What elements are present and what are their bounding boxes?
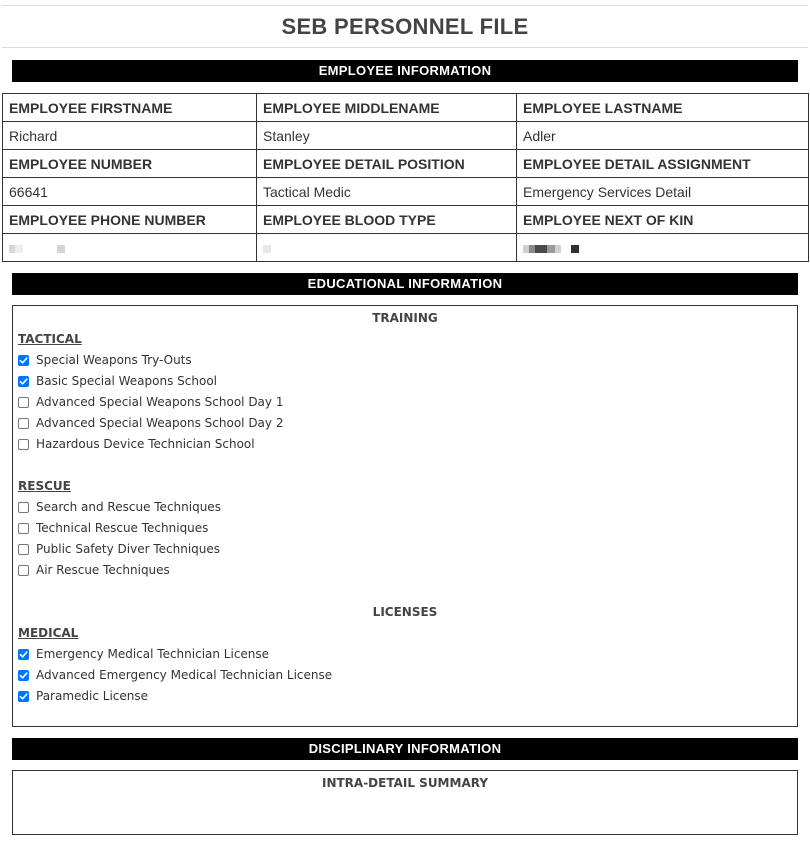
checkmark-icon <box>19 377 28 386</box>
checklist-item-label: Search and Rescue Techniques <box>36 500 221 514</box>
table-row <box>3 234 809 262</box>
checklist-item-label: Advanced Special Weapons School Day 2 <box>36 416 284 430</box>
intra-detail-summary-title: INTRA-DETAIL SUMMARY <box>321 776 489 790</box>
firstname-label: EMPLOYEE FIRSTNAME <box>3 94 257 122</box>
checklist-item-label: Public Safety Diver Techniques <box>36 542 221 556</box>
checkmark-icon <box>19 356 28 365</box>
checklist-item[interactable] <box>18 435 255 453</box>
rescue-category-label: RESCUE <box>18 479 71 493</box>
checklist-item-label: Basic Special Weapons School <box>36 374 218 388</box>
table-row <box>3 94 809 122</box>
checklist-item-label: Advanced Emergency Medical Technician License <box>36 668 333 682</box>
blood-type-label: EMPLOYEE BLOOD TYPE <box>257 206 517 234</box>
checklist-item[interactable] <box>18 372 217 390</box>
checklist-item[interactable] <box>18 561 170 579</box>
checklist-item-label: Advanced Special Weapons School Day 1 <box>36 395 284 409</box>
disciplinary-information-header: DISCIPLINARY INFORMATION <box>12 738 798 760</box>
checklist-item[interactable] <box>18 498 221 516</box>
checklist-item-label: Special Weapons Try-Outs <box>36 353 192 367</box>
phone-number-label: EMPLOYEE PHONE NUMBER <box>3 206 257 234</box>
checkbox-unchecked[interactable] <box>18 502 29 513</box>
detail-assignment-label: EMPLOYEE DETAIL ASSIGNMENT <box>517 150 809 178</box>
checklist-item-label: Air Rescue Techniques <box>36 563 170 577</box>
employee-information-header: EMPLOYEE INFORMATION <box>12 60 798 82</box>
checkbox-unchecked[interactable] <box>18 418 29 429</box>
checklist-item[interactable] <box>18 687 148 705</box>
licenses-title: LICENSES <box>372 605 438 619</box>
checkbox-unchecked[interactable] <box>18 397 29 408</box>
checkbox-checked[interactable] <box>18 691 29 702</box>
detail-position-label: EMPLOYEE DETAIL POSITION <box>257 150 517 178</box>
checklist-item-label: Paramedic License <box>36 689 149 703</box>
detail-position-value: Tactical Medic <box>257 178 517 206</box>
table-row <box>3 150 809 178</box>
checkbox-checked[interactable] <box>18 649 29 660</box>
educational-info-panel <box>12 305 798 727</box>
checkbox-checked[interactable] <box>18 355 29 366</box>
tactical-category-label: TACTICAL <box>18 332 82 346</box>
table-row <box>3 178 809 206</box>
checklist-item[interactable] <box>18 540 220 558</box>
checkbox-unchecked[interactable] <box>18 544 29 555</box>
phone-number-value-redacted <box>3 234 257 262</box>
employee-number-value: 66641 <box>3 178 257 206</box>
checklist-item[interactable] <box>18 519 208 537</box>
detail-assignment-value: Emergency Services Detail <box>517 178 809 206</box>
checklist-item-label: Technical Rescue Techniques <box>36 521 209 535</box>
middlename-value: Stanley <box>257 122 517 150</box>
checkbox-checked[interactable] <box>18 376 29 387</box>
checklist-item[interactable] <box>18 666 332 684</box>
middlename-label: EMPLOYEE MIDDLENAME <box>257 94 517 122</box>
next-of-kin-value-redacted <box>517 234 809 262</box>
checklist-item[interactable] <box>18 351 192 369</box>
page-title: SEB PERSONNEL FILE <box>281 14 529 39</box>
checkbox-checked[interactable] <box>18 670 29 681</box>
disciplinary-info-panel <box>12 770 798 835</box>
next-of-kin-label: EMPLOYEE NEXT OF KIN <box>517 206 809 234</box>
checklist-item-label: Emergency Medical Technician License <box>36 647 270 661</box>
checkmark-icon <box>19 650 28 659</box>
firstname-value: Richard <box>3 122 257 150</box>
employee-info-table <box>2 93 809 262</box>
employee-number-label: EMPLOYEE NUMBER <box>3 150 257 178</box>
checkbox-unchecked[interactable] <box>18 565 29 576</box>
checklist-item-label: Hazardous Device Technician School <box>36 437 255 451</box>
medical-category-label: MEDICAL <box>18 626 79 640</box>
checklist-item[interactable] <box>18 393 283 411</box>
table-row <box>3 206 809 234</box>
checkmark-icon <box>19 671 28 680</box>
page-header <box>2 5 808 48</box>
checklist-item[interactable] <box>18 414 283 432</box>
checkbox-unchecked[interactable] <box>18 439 29 450</box>
educational-information-header: EDUCATIONAL INFORMATION <box>12 273 798 295</box>
checkbox-unchecked[interactable] <box>18 523 29 534</box>
checkmark-icon <box>19 692 28 701</box>
lastname-label: EMPLOYEE LASTNAME <box>517 94 809 122</box>
blood-type-value-redacted <box>257 234 517 262</box>
lastname-value: Adler <box>517 122 809 150</box>
table-row <box>3 122 809 150</box>
training-title: TRAINING <box>372 311 438 325</box>
checklist-item[interactable] <box>18 645 269 663</box>
